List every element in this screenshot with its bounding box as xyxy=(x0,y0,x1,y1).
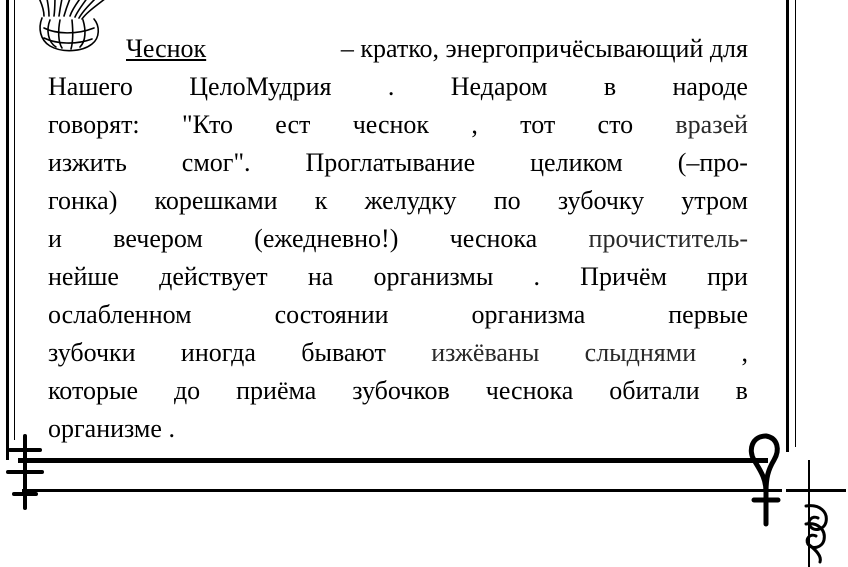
scroll-curl-ornament-icon xyxy=(798,500,838,564)
word: ослабленном xyxy=(48,300,192,329)
word: "Кто xyxy=(181,110,233,139)
word: целиком xyxy=(530,148,623,177)
cross-ornament-icon xyxy=(2,432,48,512)
word: . xyxy=(387,72,395,101)
word: организмы xyxy=(373,262,494,291)
text-line xyxy=(48,30,748,68)
word: до xyxy=(173,376,201,405)
word: чеснока xyxy=(449,224,538,253)
word: ЦелоМудрия xyxy=(189,72,332,101)
word: Проглатывание xyxy=(305,148,476,177)
word: зубочков xyxy=(352,376,450,405)
text-line xyxy=(48,144,748,182)
word: в xyxy=(603,72,617,101)
word: , xyxy=(741,338,748,367)
lead-word: Чеснок xyxy=(126,34,207,63)
word: и xyxy=(48,224,62,253)
word: по xyxy=(493,186,521,215)
word: зубочку xyxy=(557,186,645,215)
paragraph xyxy=(48,30,748,448)
word: , xyxy=(471,110,478,139)
word: народе xyxy=(672,72,748,101)
text-line xyxy=(48,220,748,258)
word: действует xyxy=(159,262,268,291)
word: гонка) xyxy=(48,186,118,215)
horizontal-divider-thin xyxy=(22,489,782,492)
word: . xyxy=(533,262,540,291)
word: (ежедневно!) xyxy=(254,224,399,253)
word: корешками xyxy=(154,186,278,215)
text-line xyxy=(48,410,748,448)
word: вразей xyxy=(675,110,748,139)
word: в xyxy=(735,376,748,405)
line-1-rest: – кратко, энергопричёсывающий для xyxy=(340,34,748,63)
word: на xyxy=(307,262,334,291)
word: вечером xyxy=(113,224,203,253)
word: нейше xyxy=(48,262,119,291)
word: сто xyxy=(597,110,634,139)
word: к xyxy=(314,186,328,215)
word: изжёваны xyxy=(431,338,540,367)
word: желудку xyxy=(364,186,457,215)
word: (–про- xyxy=(677,148,748,177)
text-line xyxy=(48,68,748,106)
word: первые xyxy=(668,300,748,329)
word: утром xyxy=(681,186,748,215)
word: Нашего xyxy=(48,72,133,101)
word: организма xyxy=(471,300,586,329)
text-line xyxy=(48,296,748,334)
word: слыднями xyxy=(584,338,697,367)
text-line xyxy=(48,258,748,296)
word: Недаром xyxy=(450,72,548,101)
word: чеснока xyxy=(485,376,574,405)
word: говорят: xyxy=(48,110,140,139)
word: чеснок xyxy=(352,110,430,139)
text-line xyxy=(48,106,748,144)
horizontal-divider-thick xyxy=(18,458,768,463)
word: бывают xyxy=(301,338,386,367)
body-text xyxy=(48,30,748,448)
page-right-border-outer xyxy=(786,0,789,452)
word: прочиститель- xyxy=(588,224,748,253)
word: смог". xyxy=(181,148,251,177)
word: ест xyxy=(275,110,311,139)
text-line xyxy=(48,182,748,220)
word: иногда xyxy=(180,338,256,367)
horizontal-divider-thin-right xyxy=(786,489,846,492)
word: тот xyxy=(520,110,556,139)
word: зубочки xyxy=(48,338,136,367)
text-line xyxy=(48,334,748,372)
word: приёма xyxy=(236,376,317,405)
page-left-border-outer xyxy=(6,0,9,460)
page-left-border-inner xyxy=(14,0,15,440)
word: организме xyxy=(48,414,162,443)
word: состоянии xyxy=(274,300,389,329)
word: изжить xyxy=(48,148,127,177)
word: обитали xyxy=(609,376,700,405)
word: при xyxy=(707,262,748,291)
page-right-border-inner xyxy=(795,0,796,447)
word: которые xyxy=(48,376,138,405)
word: Причём xyxy=(580,262,667,291)
text-line xyxy=(48,372,748,410)
word: . xyxy=(168,414,175,443)
